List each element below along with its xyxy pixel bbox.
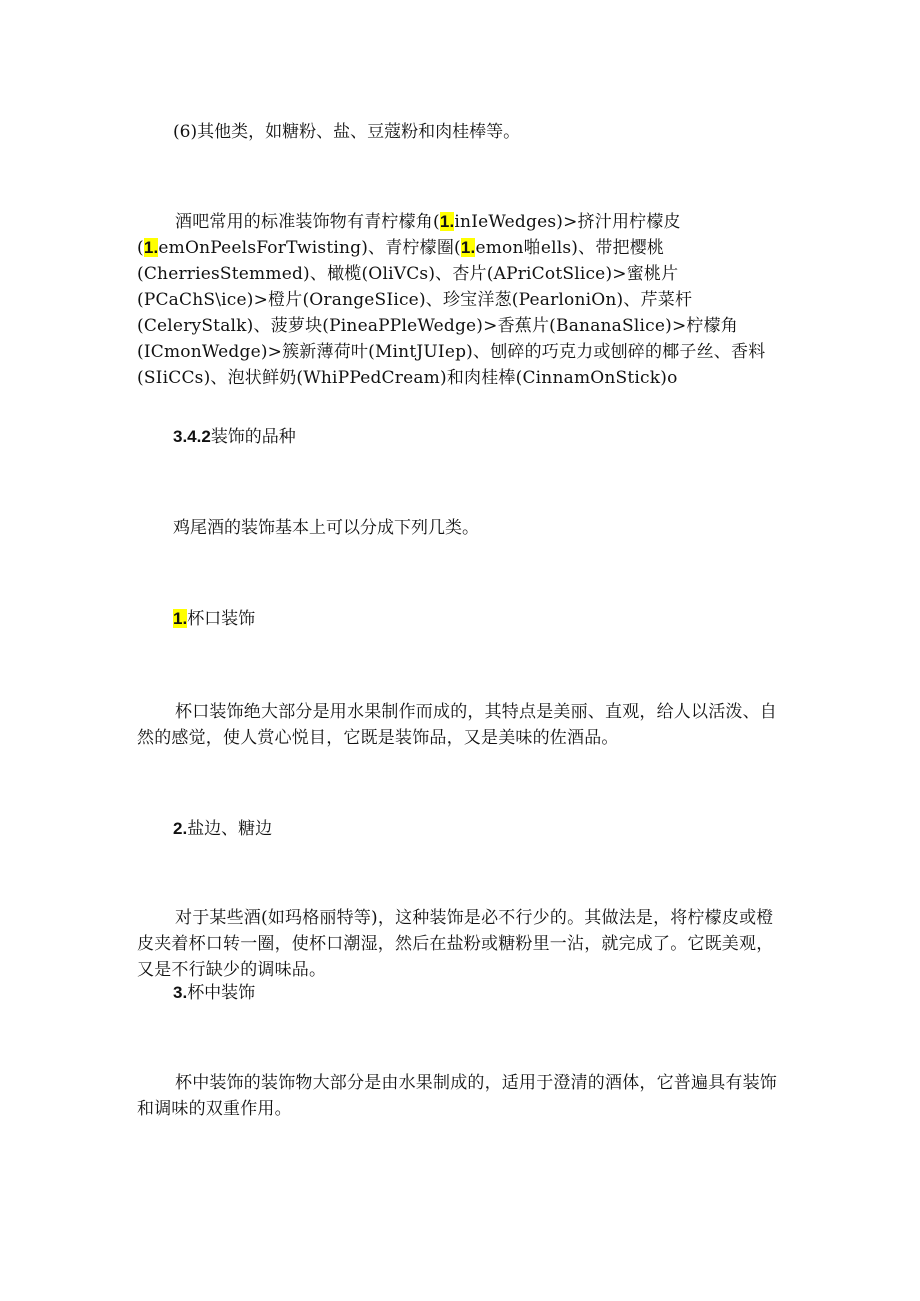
subheading-number: 2. <box>173 819 188 838</box>
highlight-mark: 1. <box>460 238 476 257</box>
subheading-number: 3. <box>173 983 188 1002</box>
subheading-salt-sugar-rim <box>173 816 272 842</box>
subheading-title: 杯中装饰 <box>187 983 256 1003</box>
paragraph-other-category: (6)其他类，如糖粉、盐、豆蔻粉和肉桂棒等。 <box>173 122 521 142</box>
paragraph-rim-garnish: 杯口装饰绝大部分是用水果制作而成的，其特点是美丽、直观，给人以活泼、自然的感觉，使人赏心悦目，它既是装饰品，又是美味的佐酒品。 <box>137 702 777 748</box>
paragraph-in-glass-garnish: 杯中装饰的装饰物大部分是由水果制成的，适用于澄清的酒体，它普遍具有装饰和调味的双重作用。 <box>137 1073 777 1119</box>
highlight-mark: 1. <box>143 238 159 257</box>
section-title: 装饰的品种 <box>210 427 296 447</box>
paragraph-salt-sugar-rim: 对于某些酒(如玛格丽特等)，这种装饰是必不行少的。其做法是，将柠檬皮或橙皮夹着杯口转一圈，使杯口潮湿，然后在盐粉或糖粉里一沾，就完成了。它既美观，又是不行缺少的调味品。 <box>137 908 774 980</box>
paragraph-categories-intro: 鸡尾酒的装饰基本上可以分成下列几类。 <box>173 518 479 538</box>
text-segment: 酒吧常用的标准装饰物有青柠檬角( <box>175 212 440 232</box>
text-segment: emon啪ells)、带把樱桃(CherriesStemmed)、橄榄(OliVCs)、杏片(APriCotSlice)>蜜桃片(PCaChS\ice)>橙片(OrangeSIice)、珍宝洋葱(PearloniOn)、芹菜杆(CeleryStalk)、菠萝块(PineaPPleWedge)>香蕉片(BananaSlice)>柠檬角(ICmonWedge)>簇新薄荷叶(MintJUIep)、刨碎的巧克力或刨碎的椰子丝、香料(SIiCCs)、泡状鲜奶(WhiPPedCream)和肉桂棒(CinnamOnStick)o <box>137 238 766 388</box>
highlight-mark: 1. <box>439 212 455 231</box>
subheading-number: 1. <box>173 609 188 628</box>
section-heading-3-4-2 <box>173 424 296 450</box>
text-segment: emOnPeelsForTwisting)、青柠檬圈( <box>158 238 461 258</box>
section-number: 3.4.2 <box>173 427 211 446</box>
text-segment: inIeWedges)>挤汁用柠檬皮( <box>137 212 681 258</box>
subheading-title: 杯口装饰 <box>187 609 256 629</box>
subheading-in-glass-garnish <box>173 980 255 1006</box>
subheading-rim-garnish <box>173 606 255 632</box>
subheading-title: 盐边、糖边 <box>187 819 273 839</box>
paragraph-standard-garnishes <box>137 209 787 391</box>
